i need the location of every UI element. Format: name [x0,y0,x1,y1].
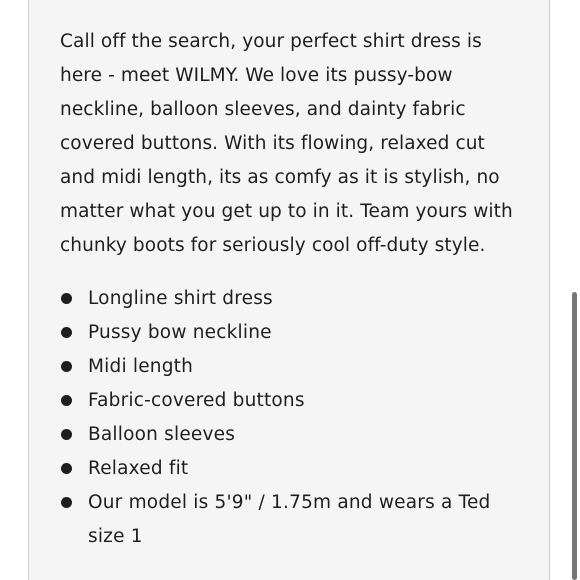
feature-item [60,418,530,452]
bullet-dot-icon [61,293,72,304]
feature-text: Fabric-covered buttons [88,390,305,411]
bullet-dot-icon [61,395,72,406]
feature-item [60,282,530,316]
scrollbar[interactable] [572,292,577,580]
feature-item [60,452,530,486]
bullet-dot-icon [61,497,72,508]
feature-text: Midi length [88,356,194,377]
bullet-dot-icon [61,463,72,474]
product-description: Call off the search, your perfect shirt dress is here - meet WILMY. We love its pussy-bow neckline, balloon sleeves, and dainty fabric covered buttons. With its flowing, relaxed cut and midi length, its as comfy as it is stylish, no matter what you get up to in it. Team yours with chunky boots for seriously cool off-duty style. [60,31,513,256]
bullet-dot-icon [61,361,72,372]
bullet-dot-icon [61,429,72,440]
bullet-dot-icon [61,327,72,338]
feature-text: Relaxed fit [88,458,189,479]
feature-text: Our model is 5'9" / 1.75m and wears a Ted size 1 [88,492,491,547]
feature-text: Longline shirt dress [88,288,273,309]
features-list [60,282,530,554]
feature-text: Balloon sleeves [88,424,236,445]
feature-item [60,350,530,384]
feature-item [60,316,530,350]
feature-text: Pussy bow neckline [88,322,272,343]
feature-item [60,384,530,418]
feature-item [60,486,530,554]
